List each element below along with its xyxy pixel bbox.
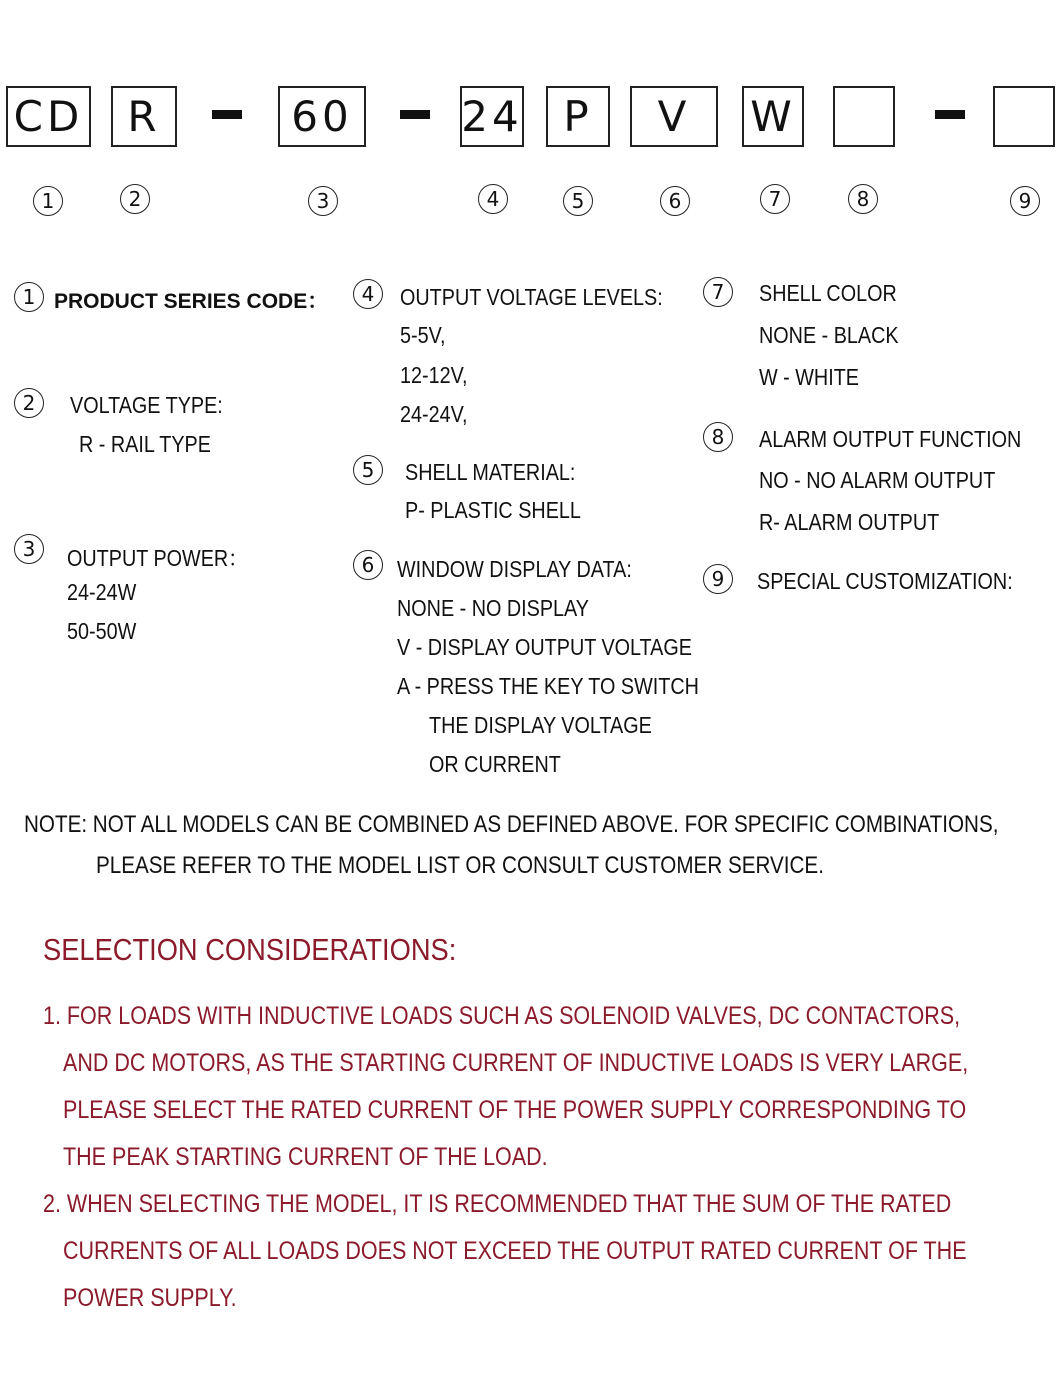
def-number: 9: [703, 564, 733, 594]
def-line: 24-24W: [67, 579, 137, 605]
def-number: 5: [353, 455, 383, 485]
def-line: 24-24V,: [400, 401, 468, 427]
note-line: PLEASE REFER TO THE MODEL LIST OR CONSULT CUSTOMER SERVICE.: [96, 852, 824, 879]
def-line: NONE - BLACK: [759, 322, 899, 348]
consideration-line: AND DC MOTORS, AS THE STARTING CURRENT OF INDUCTIVE LOADS IS VERY LARGE,: [63, 1049, 969, 1077]
def-line: NO - NO ALARM OUTPUT: [759, 467, 996, 493]
def-title-voltage-type: VOLTAGE TYPE:: [70, 392, 223, 418]
circle-number: 6: [660, 186, 690, 216]
circle-number: 9: [1010, 186, 1040, 216]
circle-number: 3: [308, 186, 338, 216]
def-title-shell-color: SHELL COLOR: [759, 280, 897, 306]
code-box-series: CD: [6, 86, 91, 147]
def-title-special: SPECIAL CUSTOMIZATION:: [757, 568, 1013, 594]
def-title-output-power: OUTPUT POWER：: [67, 545, 248, 571]
def-title-shell-material: SHELL MATERIAL:: [405, 459, 576, 485]
consideration-line: 1. FOR LOADS WITH INDUCTIVE LOADS SUCH AS SOLENOID VALVES, DC CONTACTORS,: [43, 1002, 961, 1030]
code-box-shell-color: W: [742, 86, 804, 147]
circle-number: 8: [848, 184, 878, 214]
code-dash: [212, 110, 242, 119]
def-line: 50-50W: [67, 618, 137, 644]
def-number: 8: [703, 422, 733, 452]
def-line: W - WHITE: [759, 364, 859, 390]
code-box-shell-material: P: [546, 86, 610, 147]
section-title: SELECTION CONSIDERATIONS:: [43, 932, 457, 967]
circle-number: 2: [120, 184, 150, 214]
code-box-alarm: [833, 86, 895, 147]
note-line: NOTE: NOT ALL MODELS CAN BE COMBINED AS DEFINED ABOVE. FOR SPECIFIC COMBINATIONS,: [24, 811, 999, 838]
def-line: R - RAIL TYPE: [79, 431, 211, 457]
def-line: V - DISPLAY OUTPUT VOLTAGE: [397, 634, 692, 660]
def-title-output-voltage: OUTPUT VOLTAGE LEVELS:: [400, 284, 663, 310]
consideration-line: THE PEAK STARTING CURRENT OF THE LOAD.: [63, 1143, 548, 1171]
circle-number: 7: [760, 184, 790, 214]
def-line: R- ALARM OUTPUT: [759, 509, 940, 535]
def-title-alarm-output: ALARM OUTPUT FUNCTION: [759, 426, 1022, 452]
consideration-line: PLEASE SELECT THE RATED CURRENT OF THE POWER SUPPLY CORRESPONDING TO: [63, 1096, 967, 1124]
def-number: 1: [14, 282, 44, 312]
code-dash: [935, 110, 965, 119]
def-line: OR CURRENT: [429, 751, 561, 777]
code-dash: [400, 110, 430, 119]
def-line: A - PRESS THE KEY TO SWITCH: [397, 673, 699, 699]
code-box-special: [993, 86, 1055, 147]
def-number: 4: [353, 279, 383, 309]
def-line: 12-12V,: [400, 362, 468, 388]
consideration-line: 2. WHEN SELECTING THE MODEL, IT IS RECOMMENDED THAT THE SUM OF THE RATED: [43, 1190, 952, 1218]
def-number: 6: [353, 550, 383, 580]
code-box-output-voltage: 24: [460, 86, 524, 147]
circle-number: 4: [478, 184, 508, 214]
code-box-window-display: V: [630, 86, 718, 147]
def-number: 7: [703, 277, 733, 307]
consideration-line: CURRENTS OF ALL LOADS DOES NOT EXCEED THE OUTPUT RATED CURRENT OF THE: [63, 1237, 967, 1265]
def-line: 5-5V,: [400, 322, 446, 348]
def-number: 3: [14, 534, 44, 564]
circle-number: 1: [33, 186, 63, 216]
code-box-output-power: 60: [278, 86, 366, 147]
def-line: P- PLASTIC SHELL: [405, 497, 581, 523]
def-line: NONE - NO DISPLAY: [397, 595, 589, 621]
code-box-voltage-type: R: [111, 86, 177, 147]
def-line: THE DISPLAY VOLTAGE: [429, 712, 652, 738]
consideration-line: POWER SUPPLY.: [63, 1284, 237, 1312]
circle-number: 5: [563, 186, 593, 216]
def-title-window-display: WINDOW DISPLAY DATA:: [397, 556, 632, 582]
def-title-product-series: PRODUCT SERIES CODE：: [54, 290, 329, 313]
def-number: 2: [14, 388, 44, 418]
